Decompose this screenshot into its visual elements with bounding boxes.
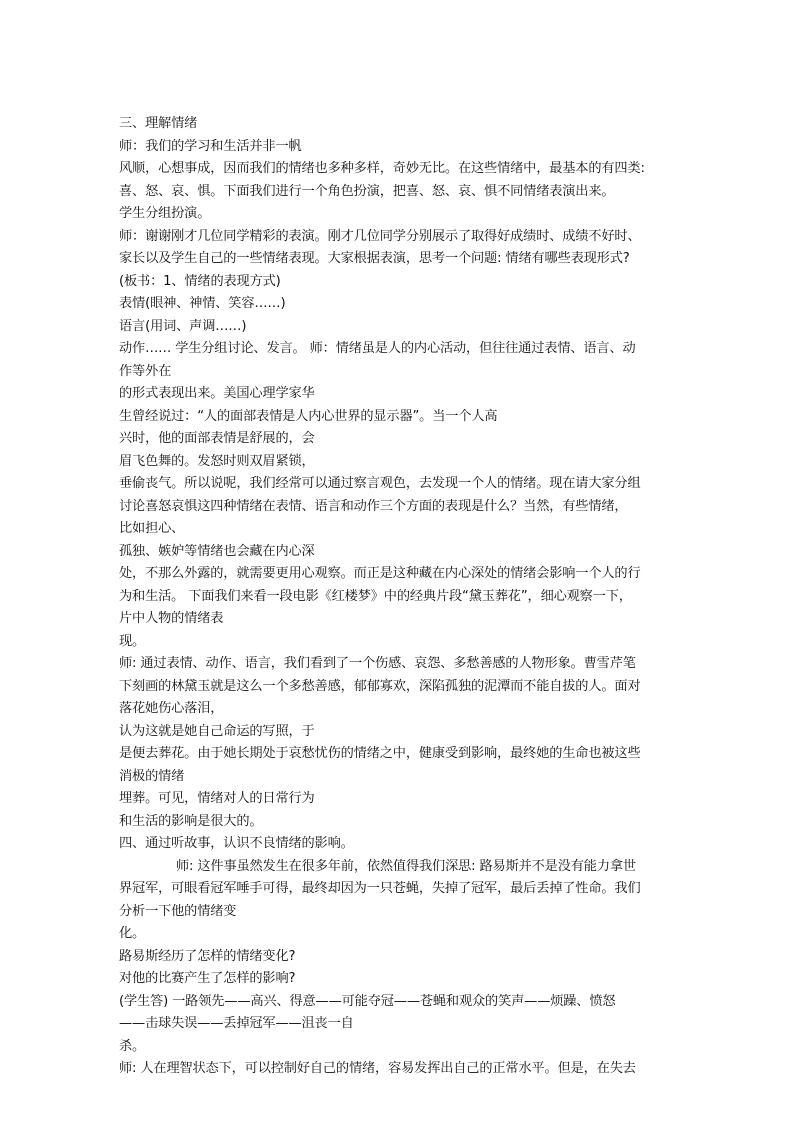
text-line: 语言(用词、声调……) — [119, 318, 247, 334]
text-line: ——击球失误——丢掉冠军——沮丧一自 — [119, 1016, 354, 1031]
text-line: 表情(眼神、神情、笑容……) — [119, 296, 286, 311]
text-line: 眉飞色舞的。发怒时则双眉紧锁， — [119, 453, 315, 469]
text-line: 师: 人在理智状态下，可以控制好自己的情绪，容易发挥出自己的正常水平。但是，在失去 — [119, 1061, 636, 1076]
section-heading: 四、通过听故事，认识不良情绪的影响。 — [119, 836, 354, 851]
text-line: (学生答) 一路领先——高兴、得意——可能夺冠——苍蝇和观众的笑声——烦躁、愤怒 — [119, 993, 616, 1009]
text-line: 垂偷丧气。所以说呢，我们经常可以通过察言观色，去发现一个人的情绪。现在请大家分组 — [119, 476, 641, 491]
text-line: 生曾经说过：“人的面部表情是人内心世界的显示器”。当一个人高 — [119, 408, 498, 424]
text-line: 是便去葬花。由于她长期处于哀愁忧伤的情绪之中，健康受到影响，最终她的生命也被这些 — [119, 746, 641, 761]
document-body — [119, 113, 684, 1081]
text-line: 下刻画的林黛玉就是这么一个多愁善感，郁郁寡欢，深陷孤独的泥潭而不能自拔的人。面对 — [119, 678, 641, 694]
text-line: 兴时，他的面部表情是舒展的，会 — [119, 431, 315, 446]
text-line: 师: 这件事虽然发生在很多年前，依然值得我们深思: 路易斯并不是没有能力拿世 — [176, 858, 636, 874]
text-line: 埋葬。可见，情绪对人的日常行为 — [119, 791, 315, 806]
text-line: 现。 — [119, 633, 146, 649]
text-line: 片中人物的情绪表 — [119, 611, 224, 626]
text-line: 落花她伤心落泪， — [119, 701, 224, 716]
section-heading: 三、理解情绪 — [119, 116, 198, 131]
text-line: 和生活的影响是很大的。 — [119, 813, 263, 829]
text-line: 对他的比赛产生了怎样的影响? — [119, 971, 296, 986]
text-line: 作等外在 — [119, 363, 172, 379]
text-line: 处，不那么外露的，就需要更用心观察。而正是这种藏在内心深处的情绪会影响一个人的行 — [119, 566, 641, 581]
text-line: 比如担心、 — [119, 521, 185, 536]
text-line: 界冠军，可眼看冠军唾手可得，最终却因为一只苍蝇，失掉了冠军，最后丢掉了性命。我们 — [119, 881, 641, 896]
text-line: 家长以及学生自己的一些情绪表现。大家根据表演，思考一个问题: 情绪有哪些表现形式? — [119, 251, 630, 266]
text-line: 路易斯经历了怎样的情绪变化? — [119, 948, 296, 964]
text-line: 化。 — [119, 926, 146, 941]
text-line: 杀。 — [119, 1038, 146, 1054]
text-line: 的形式表现出来。美国心理学家华 — [119, 386, 315, 401]
text-line: (板书：1、情绪的表现方式) — [119, 273, 281, 289]
text-line: 认为这就是她自己命运的写照，于 — [119, 723, 315, 739]
text-line: 分析一下他的情绪变 — [119, 903, 237, 919]
text-line: 喜、怒、哀、惧。下面我们进行一个角色扮演，把喜、怒、哀、惧不同情绪表演出来。 — [119, 183, 615, 199]
text-line: 师：我们的学习和生活并非一帆 — [119, 138, 302, 154]
text-line: 师：谢谢刚才几位同学精彩的表演。刚才几位同学分别展示了取得好成绩时、成绩不好时、 — [119, 228, 641, 244]
text-line: 师: 通过表情、动作、语言，我们看到了一个伤感、哀怨、多愁善感的人物形象。曹雪芹笔 — [119, 656, 636, 671]
text-line: 动作…… 学生分组讨论、发言。 师：情绪虽是人的内心活动，但往往通过表情、语言、动 — [119, 341, 636, 356]
text-line: 学生分组扮演。 — [119, 206, 211, 221]
text-line: 讨论喜怒哀惧这四种情绪在表情、语言和动作三个方面的表现是什么？当然，有些情绪， — [119, 498, 628, 514]
text-line: 为和生活。 下面我们来看一段电影《红楼梦》中的经典片段“黛玉葬花”，细心观察一下， — [119, 588, 632, 604]
text-line: 消极的情绪 — [119, 768, 185, 784]
text-line: 风顺，心想事成，因而我们的情绪也多种多样，奇妙无比。在这些情绪中，最基本的有四类: — [119, 161, 645, 176]
text-line: 孤独、嫉妒等情绪也会藏在内心深 — [119, 543, 315, 559]
